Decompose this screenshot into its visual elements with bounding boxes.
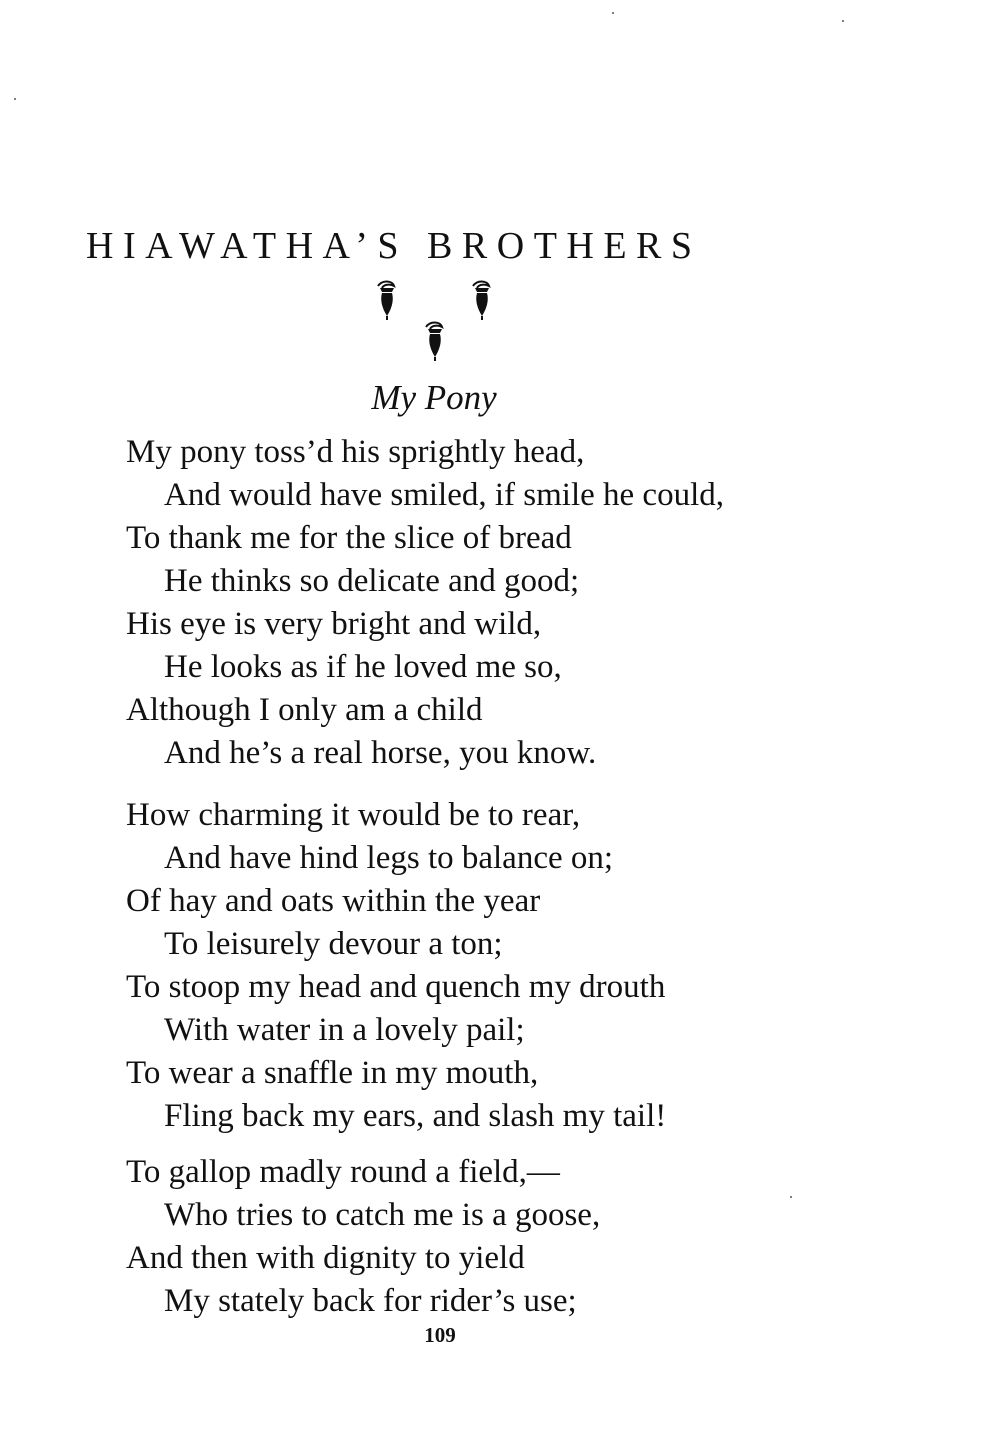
poem-line: How charming it would be to rear,	[126, 797, 581, 833]
stanza	[126, 431, 886, 775]
poem-line: Although I only am a child	[126, 692, 483, 728]
poem-line: To gallop madly round a field,—	[126, 1154, 560, 1190]
poem-line: And he’s a real horse, you know.	[164, 735, 597, 771]
poem-line: He looks as if he loved me so,	[164, 649, 562, 685]
fleuron-icon	[372, 280, 400, 320]
paper-speck	[14, 98, 16, 100]
paper-speck	[612, 12, 614, 14]
poem-line: He thinks so delicate and good;	[164, 563, 580, 599]
poem-line: And would have smiled, if smile he could,	[164, 477, 724, 513]
poem-line: Fling back my ears, and slash my tail!	[164, 1098, 667, 1134]
poem-line: And then with dignity to yield	[126, 1240, 525, 1276]
fleuron-icon	[420, 321, 448, 361]
page-number: 109	[424, 1323, 456, 1347]
poem-line: With water in a lovely pail;	[164, 1012, 525, 1048]
poem-line: To leisurely devour a ton;	[164, 926, 503, 962]
poem-line: And have hind legs to balance on;	[164, 840, 614, 876]
poem-line: Who tries to catch me is a goose,	[164, 1197, 601, 1233]
poem-title: My Pony	[371, 378, 497, 417]
fleuron-icon	[467, 280, 495, 320]
poem-line: My stately back for rider’s use;	[164, 1283, 577, 1319]
paper-speck	[842, 20, 844, 22]
stanza	[126, 794, 886, 1138]
poem-line: To stoop my head and quench my drouth	[126, 969, 666, 1005]
poem-line: My pony toss’d his sprightly head,	[126, 434, 585, 470]
poem-line: To thank me for the slice of bread	[126, 520, 572, 556]
stanza	[126, 1151, 886, 1323]
poem-line: To wear a snaffle in my mouth,	[126, 1055, 539, 1091]
poem-line: Of hay and oats within the year	[126, 883, 541, 919]
poem-line: His eye is very bright and wild,	[126, 606, 542, 642]
section-heading: HIAWATHA’S BROTHERS	[86, 225, 702, 267]
